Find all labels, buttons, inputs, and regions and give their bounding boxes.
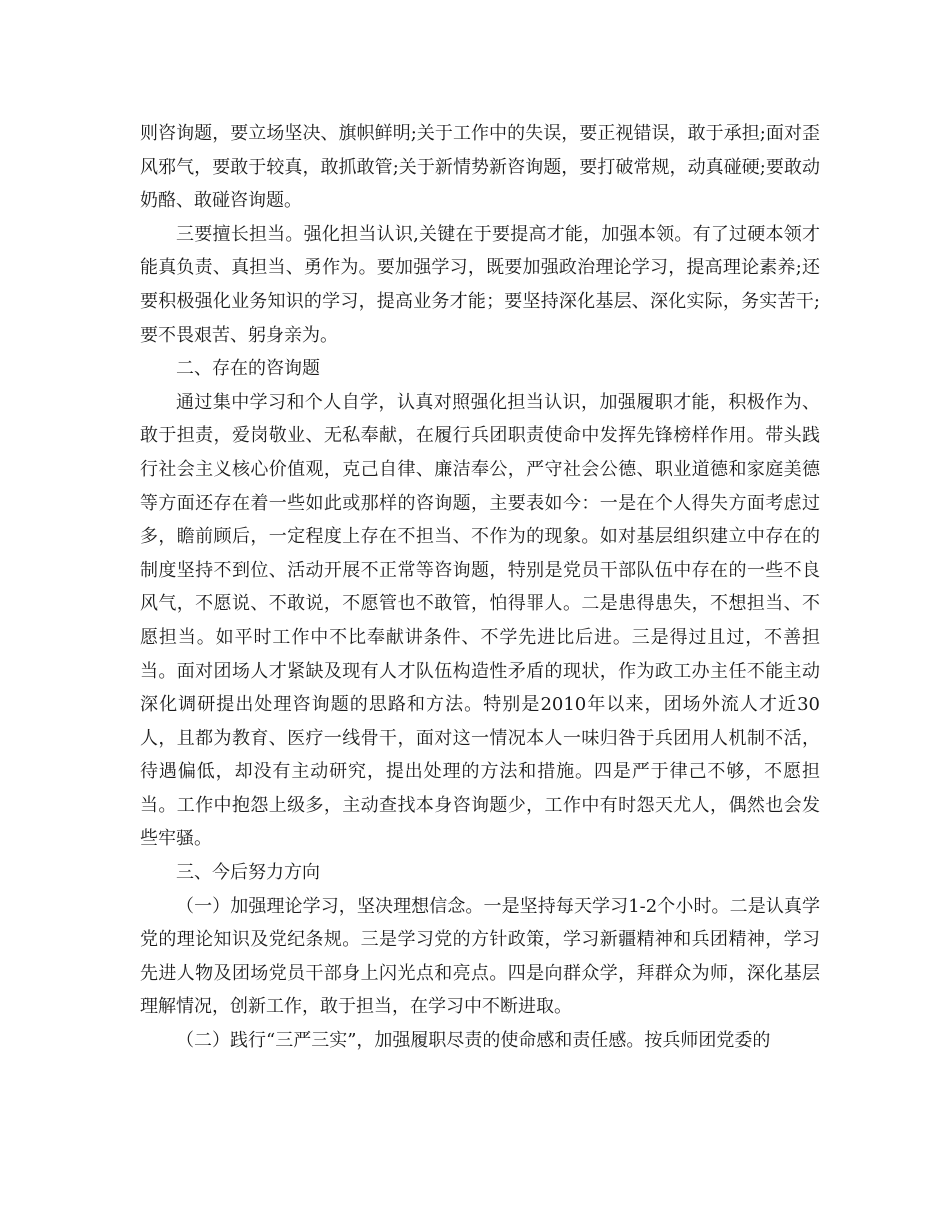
paragraph: 三要擅长担当。强化担当认识,关键在于要提高才能，加强本领。有了过硬本领才能真负责、真担当、勇作为。要加强学习，既要加强政治理论学习，提高理论素养;还要积极强化业务知识的学习，提高业务才能；要坚持深化基层、深化实际，务实苦干;要不畏艰苦、躬身亲为。 (140, 223, 820, 346)
paragraph: 则咨询题，要立场坚决、旗帜鲜明;关于工作中的失误，要正视错误，敢于承担;面对歪风邪气，要敢于较真，敢抓敢管;关于新情势新咨询题，要打破常规，动真碰硬;要敢动奶酪、敢碰咨询题。 (140, 123, 820, 212)
paragraph: （二）践行“三严三实”，加强履职尽责的使命感和责任感。按兵师团党委的 (176, 1030, 771, 1052)
paragraph: 通过集中学习和个人自学，认真对照强化担当认识，加强履职才能，积极作为、敢于担责，爱岗敬业、无私奉献，在履行兵团职责使命中发挥先锋榜样作用。带头践行社会主义核心价值观，克己自律、廉洁奉公，严守社会公德、职业道德和家庭美德等方面还存在着一些如此或那样的咨询题，主要表如今：一是在个人得失方面考虑过多，瞻前顾后，一定程度上存在不担当、不作为的现象。如对基层组织建立中存在的制度坚持不到位、活动开展不正常等咨询题，特别是党员干部队伍中存在的一些不良风气，不愿说、不敢说，不愿管也不敢管，怕得罪人。二是患得患失，不想担当、不愿担当。如平时工作中不比奉献讲条件、不学先进比后进。三是得过且过，不善担当。面对团场人才紧缺及现有人才队伍构造性矛盾的现状，作为政工办主任不能主动深化调研提出处理咨询题的思路和方法。特别是2010年以来，团场外流人才近30人，且都为教育、医疗一线骨干，面对这一情况本人一味归咎于兵团用人机制不活，待遇偏低，却没有主动研究，提出处理的方法和措施。四是严于律己不够，不愿担当。工作中抱怨上级多，主动查找本身咨询题少，工作中有时怨天尤人，偶然也会发些牢骚。 (140, 391, 820, 850)
paragraph: （一）加强理论学习，坚决理想信念。一是坚持每天学习1-2个小时。二是认真学党的理论知识及党纪条规。三是学习党的方针政策，学习新疆精神和兵团精神，学习先进人物及团场党员干部身上闪光点和亮点。四是向群众学，拜群众为师，深化基层理解情况，创新工作，敢于担当，在学习中不断进取。 (140, 895, 820, 1018)
document-body (140, 117, 820, 1058)
section-heading: 三、今后努力方向 (176, 862, 320, 884)
section-heading: 二、存在的咨询题 (176, 358, 320, 380)
